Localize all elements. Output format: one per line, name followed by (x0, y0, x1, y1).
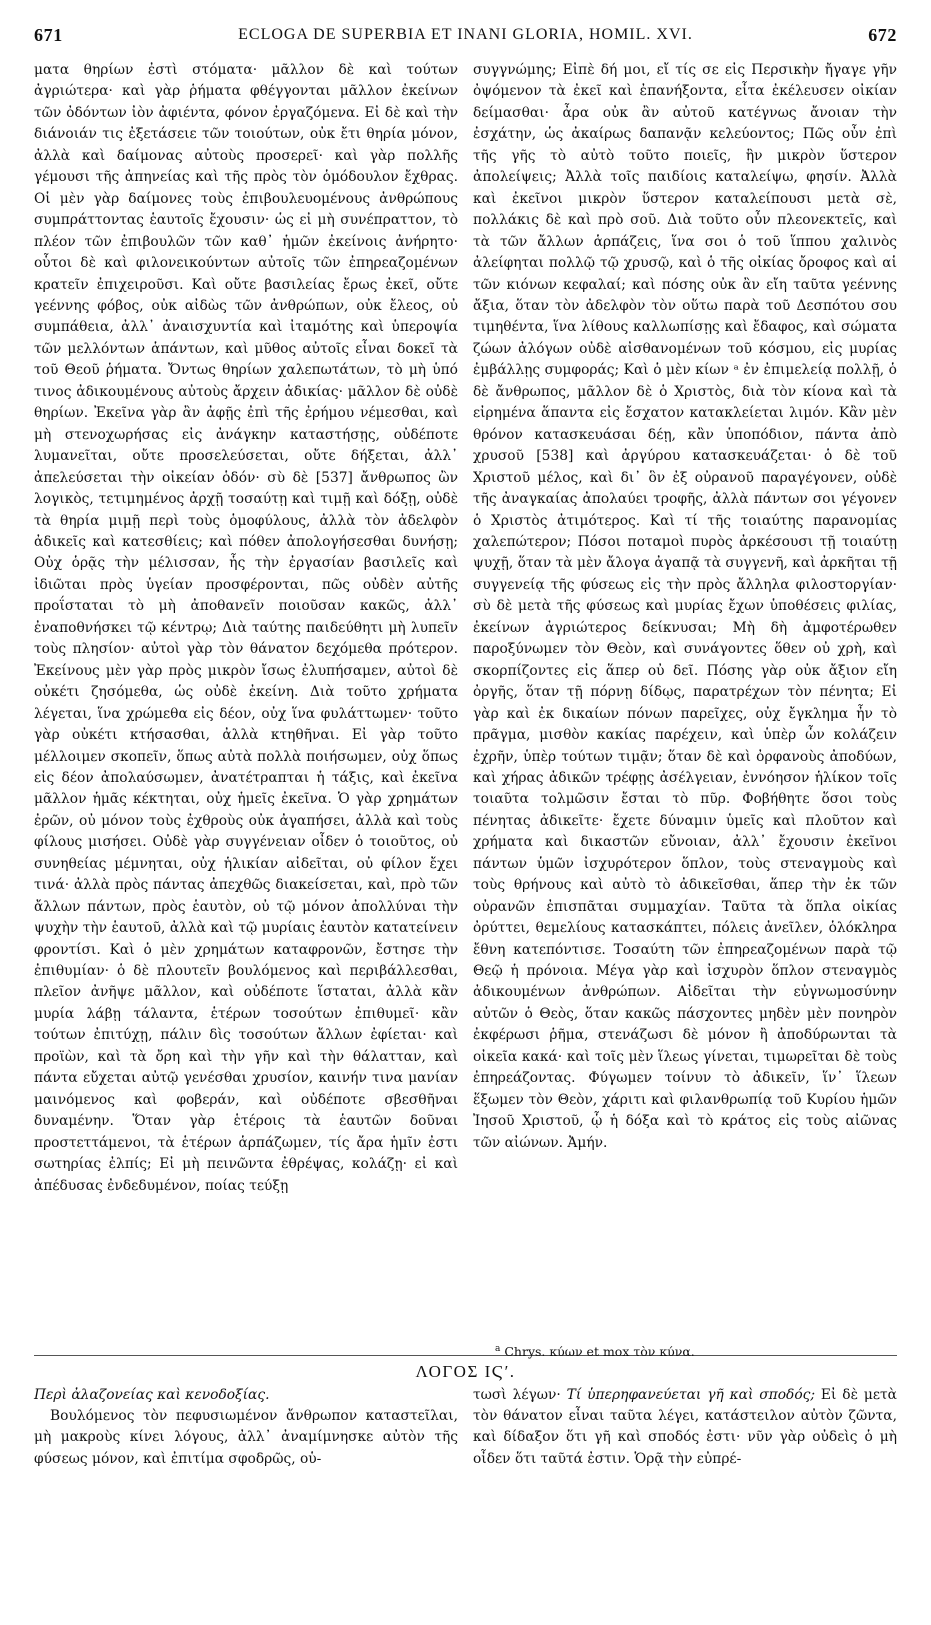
section-right-paragraph (473, 1385, 897, 1470)
section-right-column (473, 1385, 897, 1470)
page-number-right: 672 (868, 24, 897, 45)
footnote-text: Chrys. κύων et mox τὸν κύνα. (504, 1344, 695, 1360)
section-title: ΛΟΓΟΣ ΙϚʹ. (415, 1362, 516, 1381)
section-left-text: Βουλόμενος τὸν πεφυσιωμένον ἄνθρωπον καταστεῖλαι, μὴ μακροὺς κίνει λόγους, ἀλλ᾽ ἀναμίμνησκε αὐτὸν τῆς φύσεως μόνον, καὶ ἐπιτίμα σφοδρῶς, οὑ- (34, 1408, 458, 1467)
running-title: ECLOGA DE SUPERBIA ET INANI GLORIA, HOMIL. XVI. (238, 26, 693, 43)
section-subtitle: Περὶ ἀλαζονείας καὶ κενοδοξίας. (34, 1387, 270, 1403)
page-number-left: 671 (34, 24, 63, 45)
right-column-text: συγγνώμης; Εἰπὲ δή μοι, εἴ τίς σε εἰς Περσικὴν ἤγαγε γῆν ὀψόμενον τὰ ἐκεῖ καὶ ἐπανήξοντα, εἶτα ἐκέλευσεν οἰκίαν δείμασθαι· ἆρα οὐκ ἂν αὐτοῦ κατέγνως ἄνοιαν τὴν ἐσχάτην, ὡς ἀκαίρως δαπανᾷν κελεύοντος; Πῶς οὖν ἐπὶ τῆς γῆς τὸ αὐτὸ τοῦτο ποιεῖς, ἣν μικρὸν ὕστερον ἀπολείψεις; Ἀλλὰ τοῖς παιδίοις καταλείψω, φησίν. Ἀλλὰ καὶ ἐκεῖνοι μικρὸν ὕστερον καταλείπουσι μετὰ σὲ, πολλάκις δὲ καὶ πρὸ σοῦ. Διὰ τοῦτο οὖν πλεονεκτεῖς, καὶ τὰ τῶν ἄλλων ἁρπάζεις, ἵνα σοι ὁ τοῦ ἵππου χαλινὸς ἀλείφηται πολλῷ τῷ χρυσῷ, καὶ ὁ τῆς οἰκίας ὄροφος καὶ αἱ τῶν κιόνων κεφαλαί; καὶ πόσης οὐκ ἂν εἴη ταῦτα γεέννης ἄξια, ὅταν τὸν ἀδελφὸν τὸν οὕτω παρὰ τοῦ Δεσπότου σου τιμηθέντα, ἵνα λίθους καλλωπίσῃς καὶ ἔδαφος, καὶ σώματα ζώων ἀλόγων οὐδὲ αἰσθανομένων τοῦ κόσμου, εἰς μυρίας ἐμβάλλῃς συμφοράς; Καὶ ὁ μὲν κίων ᵃ ἐν ἐπιμελείᾳ πολλῇ, ὁ δὲ ἄνθρωπος, μᾶλλον δὲ ὁ Χριστὸς, διὰ τὸν κίονα καὶ τὰ εἰρημένα ἅπαντα εἰς ἔσχατον κατακλείεται λιμόν. Κἂν μὲν θρόνον κατασκευάσαι δέῃ, κἂν ὑποπόδιον, πάντα ἀπὸ χρυσοῦ [538] καὶ ἀργύρου κατασκευάζεται· ὁ δὲ τοῦ Χριστοῦ μέλος, καὶ δι᾽ ὃν ἐξ οὐρανοῦ παραγέγονεν, οὐδὲ τῆς ἀναγκαίας ἀπολαύει τροφῆς, ἀλλὰ πάντων σοι γέγονεν ὁ Χριστὸς ἀτιμότερος. Καὶ τί τῆς τοιαύτης παρανομίας χαλεπώτερον; Πόσοι ποταμοὶ πυρὸς ἀρκέσουσι τῇ τοιαύτῃ ψυχῇ, ὅταν τὰ μὲν ἄλογα ἀγαπᾷ τὰ συγγενῆ, καὶ ἀρκῆται τῇ συγγενείᾳ τῆς φύσεως εἰς τὴν πρὸς ἄλληλα φιλοστοργίαν· σὺ δὲ μετὰ τῆς φύσεως καὶ μυρίας ἔχων ὑποθέσεις φιλίας, ἐκείνων ἀγριώτερος δείκνυσαι; Μὴ δὴ ἀμφοτέρωθεν παροξύνωμεν τὸν Θεὸν, καὶ συνάγοντες ὅθεν οὐ χρὴ, καὶ σκορπίζοντες εἰς ἅπερ οὐ δεῖ. Πόσης γὰρ οὐκ ἄξιον εἴη ὀργῆς, ὅταν τῇ πόρνῃ δίδῳς, παρατρέχων τὸν πένητα; Εἰ γὰρ καὶ ἐκ δικαίων πόνων παρεῖχες, οὐχ ἔγκλημα ἦν τὸ πρᾶγμα, μισθὸν κακίας παρέχειν, καὶ ὑπὲρ ὧν κολάζειν ἐχρῆν, ὑπὲρ τούτων τιμᾷν; ὅταν δὲ καὶ ὀρφανοὺς ἀποδύων, καὶ χήρας ἀδικῶν τρέφῃς ἀσέλγειαν, ἐννόησον ἡλίκον τοῖς τοιαῦτα τολμῶσιν ἔσται τὸ πῦρ. Φοβήθητε ὅσοι τοὺς πένητας ἀδικεῖτε· ἔχετε δύναμιν ὑμεῖς καὶ πλοῦτον καὶ χρήματα καὶ δικαστῶν εὔνοιαν, ἀλλ᾽ ἔχουσιν ἐκεῖνοι πάντων ὑμῶν ἰσχυρότερον ὅπλον, τοὺς στεναγμοὺς καὶ τοὺς θρήνους καὶ αὐτὸ τὸ ἀδικεῖσθαι, ἅπερ τὴν ἐκ τῶν οὐρανῶν ἐπισπᾶται συμμαχίαν. Ταῦτα τὰ ὅπλα οἰκίας ὀρύττει, θεμελίους κατασκάπτει, πόλεις ἀνεῖλεν, ὁλόκληρα ἔθνη κατεπόντισε. Τοσαύτη τῶν ἐπηρεαζομένων παρὰ τῷ Θεῷ ἡ πρόνοια. Μέγα γὰρ καὶ ἰσχυρὸν ὅπλον στεναγμὸς ἀδικουμένων ἀνθρώπων. Αἰδεῖται τὴν εὐγνωμοσύνην αὐτῶν ὁ Θεὸς, ὅταν κακῶς πάσχοντες μηδὲν μὲν πονηρὸν ἐκφέρωσι ῥῆμα, στενάζωσι δὲ μόνον ἢ ἀποδύρωνται τὰ οἰκεῖα κακά· καὶ τοῖς μὲν ἵλεως γίνεται, τιμωρεῖται δὲ τοὺς ἐπηρεάζοντας. Φύγωμεν τοίνυν τὸ ἀδικεῖν, ἵν᾽ ἵλεων ἕξωμεν τὸν Θεὸν, χάριτι καὶ φιλανθρωπίᾳ τοῦ Κυρίου ἡμῶν Ἰησοῦ Χριστοῦ, ᾧ ἡ δόξα καὶ τὸ κράτος εἰς τοὺς αἰῶνας τῶν αἰώνων. Ἀμήν. (473, 62, 897, 1151)
scripture-quote: Τί ὑπερηφανεύεται γῆ καὶ σποδός; (566, 1387, 816, 1403)
footnote (489, 1341, 915, 1360)
left-column-text: ματα θηρίων ἐστὶ στόματα· μᾶλλον δὲ καὶ τούτων ἀγριώτερα· καὶ γὰρ ῥήματα φθέγγονται μᾶλλον ἐκείνων τῶν ὀδόντων ἰὸν ἀφιέντα, φόνον ἐργαζόμενα. Εἰ δὲ καὶ τὴν διάνοιάν τις ἐξετάσειε τῶν τοιούτων, οὐκ ἔτι θηρία μόνον, ἀλλὰ καὶ δαίμονας αὐτοὺς προσερεῖ· καὶ γὰρ πολλῆς γέμουσι τῆς ἀπηνείας καὶ τῆς πρὸς τὸν ὁμόδουλον ἔχθρας. Οἱ μὲν γὰρ δαίμονες τοὺς ἐπιβουλευομένους ἀνθρώπους συμπράττοντας ἑαυτοῖς ἔχουσιν· ὡς εἰ μὴ συνέπραττον, τὸ πλέον τῶν ἐπιβουλῶν τῶν καθ᾽ ἡμῶν ἐκείνοις ἀνήρητο· οὗτοι δὲ καὶ φιλονεικούντων αὐτοῖς τῶν ἐπηρεαζομένων κρατεῖν ἐπιχειροῦσι. Καὶ οὔτε βασιλείας ἔρως ἐκεῖ, οὔτε γεέννης φόβος, οὐκ αἰδὼς τῶν ἀνθρώπων, οὐκ ἔλεος, οὐ συμπάθεια, ἀλλ᾽ ἀναισχυντία καὶ ἰταμότης καὶ ὑπεροψία τῶν μελλόντων ἁπάντων, καὶ μῦθος αὐτοῖς εἶναι δοκεῖ τὰ τοῦ Θεοῦ ῥήματα. Ὄντως θηρίων χαλεπωτάτων, τὸ μὴ ὑπό τινος ἀδικουμένους αὐτοὺς ἄρχειν ἀδικίας· μᾶλλον δὲ οὐδὲ θηρίων. Ἐκεῖνα γὰρ ἂν ἀφῇς ἐπὶ τῆς ἐρήμου νέμεσθαι, καὶ μὴ στενοχωρήσας εἰς ἀνάγκην καταστήσῃς, οὐδέποτε λυμανεῖται, οὔτε προσελεύσεται, οὔτε δήξεται, ἀλλ᾽ ἀπελεύσεται τὴν οἰκείαν ὁδόν· σὺ δὲ [537] ἄνθρωπος ὢν λογικὸς, τετιμημένος ἀρχῇ τοσαύτῃ καὶ τιμῇ καὶ δόξῃ, οὐδὲ τὰ θηρία μιμῇ περὶ τοὺς ὁμοφύλους, ἀλλὰ τὸν ἀδελφὸν ἀδικεῖς καὶ κατεσθίεις; καὶ πόθεν ἀπολογήσεσθαι δυνήσῃ; Οὐχ ὁρᾷς τὴν μέλισσαν, ἧς τὴν ἐργασίαν βασιλεῖς καὶ ἰδιῶται πρὸς ὑγείαν προσφέρονται, πῶς οὐδὲν αὐτῆς προΐσταται τὸ μὴ ἀποθανεῖν ποιοῦσαν κακῶς, ἀλλ᾽ ἐναποθνήσκει τῷ κέντρῳ; Διὰ ταύτης παιδεύθητι μὴ λυπεῖν τοὺς πλησίον· αὐτοὶ γὰρ τὸν θάνατον δεχόμεθα πρότερον. Ἐκείνους μὲν γὰρ πρὸς μικρὸν ἴσως ἐλυπήσαμεν, αὐτοὶ δὲ οὐκέτι ζησόμεθα, ὡς οὐδὲ ἐκείνη. Διὰ τοῦτο χρήματα λέγεται, ἵνα χρώμεθα εἰς δέον, οὐχ ἵνα φυλάττωμεν· τοῦτο γὰρ οὐκέτι κτήσασθαι, ἀλλὰ κτηθῆναι. Εἰ γὰρ τοῦτο μέλλοιμεν σκοπεῖν, ὅπως αὐτὰ πολλὰ ποιήσωμεν, οὐχ ὅπως εἰς δέον ἀπολαύσωμεν, ἀνατέτραπται ἡ τάξις, καὶ ἐκεῖνα μᾶλλον ἡμᾶς κέκτηται, οὐχ ἡμεῖς ἐκεῖνα. Ὁ γὰρ χρημάτων ἐρῶν, οὐ μόνον τοὺς ἐχθροὺς οὐκ ἀγαπήσει, ἀλλὰ καὶ τοὺς φίλους μισήσει. Οὐδὲ γὰρ συγγένειαν οἶδεν ὁ τοιοῦτος, οὐ συνηθείας μέμνηται, οὐχ ἡλικίαν αἰδεῖται, οὐ φίλον ἔχει τινά· ἀλλὰ πρὸς πάντας ἀπεχθῶς διακείσεται, καὶ, πρὸ τῶν ἄλλων πάντων, πρὸς ἑαυτὸν, οὐ τῷ μόνον ἀπολλύναι τὴν ψυχὴν τὴν ἑαυτοῦ, ἀλλὰ καὶ τῷ μυρίαις ἑαυτὸν κατατείνειν φροντίσι. Καὶ ὁ μὲν χρημάτων καταφρονῶν, ἔστησε τὴν ἐπιθυμίαν· ὁ δὲ πλουτεῖν βουλόμενος καὶ περιβάλλεσθαι, πλεῖον ἀνῆψε μᾶλλον, καὶ οὐδέποτε ἵσταται, ἀλλὰ κἂν μυρία λάβῃ τάλαντα, ἑτέρων τοσούτων ἐπιθυμεῖ· κἂν τούτων ἐπιτύχῃ, πάλιν δὶς τοσούτων ἄλλων ἐφίεται· καὶ προϊὼν, καὶ τὰ ὄρη καὶ τὴν γῆν καὶ τὴν θάλατταν, καὶ πάντα εὔχεται αὐτῷ γενέσθαι χρυσίον, καινήν τινα μανίαν μαινόμενος καὶ φοβεράν, καὶ οὐδέποτε σβεσθῆναι δυναμένην. Ὅταν γὰρ ἑτέροις τὰ ἑαυτῶν δοῦναι προστεττάμενοι, τὰ ἑτέρων ἁρπάζωμεν, τίς ἄρα ἡμῖν ἐστι σωτηρίας ἐλπίς; Εἰ μὴ πεινῶντα ἐθρέψας, κολάζῃ· εἰ καὶ ἀπέδυσας ἐνδεδυμένον, ποίας τεύξῃ (34, 62, 458, 1194)
footnote-marker: a (495, 1344, 501, 1354)
section-left-column (34, 1385, 458, 1470)
section-right-text: Εἰ δὲ μετὰ τὸν θάνατον εἶναι ταῦτα λέγει, κατάστειλον αὐτὸν ζῶντα, καὶ δίδαξον ὅτι γῆ καὶ σποδός ἐστι· νῦν γὰρ οὐδεὶς ὁ μὴ οἶδεν ὅτι ταῦτά ἐστιν. Ὁρᾷ τὴν εὐπρέ- (473, 1387, 897, 1467)
section-body (34, 1385, 897, 1470)
section-right-lead: τωσὶ λέγων· (473, 1387, 567, 1403)
running-header (34, 20, 897, 50)
